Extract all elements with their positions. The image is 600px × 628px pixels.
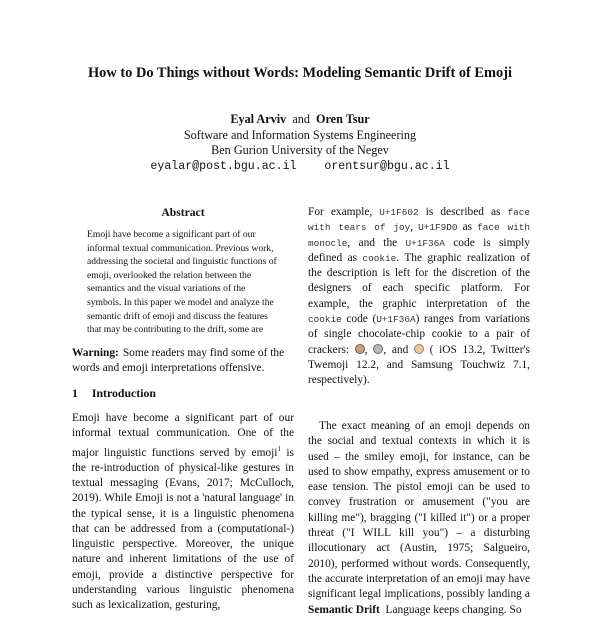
unicode-code: U+1F9D0 — [418, 222, 458, 234]
right-paragraph-2 — [308, 419, 530, 603]
cookie-emoji-twemoji-icon — [373, 344, 383, 354]
intro-paragraph — [72, 411, 294, 625]
text-run: The exact meaning of an emoji depends on the social and textual contexts in which it is used – the smiley emoji, for instance, can be used to show empathy, express amusement or to ease tension. The pistol emoji can be used to convey frustration or amusement ("you are killing me"), bragging ("I killed it") or a proper threat ("I WILL kill you") – a disturbing illocutionary act (Austin, 1975; Salgueiro, 2010), performed without words. Consequently, the accurate interpretation of an emoji may have significant legal implications, possibly landing a — [308, 420, 530, 601]
intro-text-a: Emoji have become a significant part of our informal textual communication. One of the major linguistic functions served by emoji — [72, 412, 294, 459]
abstract-body: Emoji have become a significant part of our informal textual communication. Previous work, addressing the societal and linguistic functions of emoji, overlooked the relation between the semantics and the visual variations of the symbols. In this paper we model and analyze the semantic drift of emoji and discuss the features that may be contributing to the drift, some are — [87, 229, 277, 336]
email-1[interactable]: eyalar@post.bgu.ac.il — [150, 159, 297, 173]
author-name-2: Oren Tsur — [316, 112, 370, 126]
text-run: code is simply defined as — [308, 236, 530, 264]
emoji-description: cookie — [308, 314, 342, 326]
text-run: For example, — [308, 206, 380, 218]
text-run: Language keeps changing. So — [385, 604, 522, 616]
email-2[interactable]: orentsur@bgu.ac.il — [324, 159, 450, 173]
text-run: ( iOS 13.2, Twitter's Twemoji 12.2, and Samsung Touchwiz 7.1, respectively). — [308, 343, 530, 387]
author-block — [0, 112, 600, 174]
warning-text: Some readers may find some of the words and emoji interpretations offensive. — [72, 347, 285, 374]
section-number: 1 — [72, 386, 78, 400]
author-and: and — [292, 112, 310, 126]
right-paragraph-3 — [308, 603, 530, 617]
text-run: , — [410, 221, 419, 234]
author-name-1: Eyal Arviv — [230, 112, 287, 126]
unicode-code: U+1F36A — [376, 314, 416, 326]
text-run: , and — [383, 343, 414, 356]
right-column — [308, 205, 530, 628]
text-run: . The graphic realization of the description is left for the discretion of the designers of each specific platform. For example, the graphic interpretation of the — [308, 251, 530, 310]
text-run: , and the — [347, 236, 406, 249]
warning-note — [72, 346, 294, 376]
right-paragraph-1 — [308, 205, 530, 419]
author-emails — [0, 159, 600, 175]
unicode-code: U+1F602 — [379, 207, 419, 218]
emoji-description: face with tears of joy — [308, 207, 530, 234]
affiliation-line-2: Ben Gurion University of the Negev — [211, 143, 389, 157]
text-run: code ( — [341, 313, 377, 326]
section-title: Introduction — [91, 386, 156, 400]
paragraph-heading: Semantic Drift — [308, 604, 380, 616]
cookie-emoji-samsung-icon — [414, 344, 424, 354]
author-names — [0, 112, 600, 128]
abstract-heading: Abstract — [161, 206, 205, 219]
left-column — [72, 205, 294, 625]
text-run: , — [364, 343, 374, 356]
text-run: as — [457, 221, 478, 234]
warning-label: Warning: — [72, 347, 119, 359]
cookie-emoji-ios-icon — [355, 344, 365, 354]
unicode-code: U+1F36A — [405, 237, 445, 249]
paper-title: How to Do Things without Words: Modeling Semantic Drift of Emoji — [87, 65, 512, 81]
text-run: ) ranges from variations of single chocolate-chip cookie to a pair of crackers: — [308, 313, 530, 356]
emoji-description: cookie — [362, 252, 397, 264]
footnote-marker[interactable]: 1 — [277, 444, 281, 453]
emoji-description: face with monocle — [308, 222, 530, 249]
affiliation-line-1: Software and Information Systems Engineering — [183, 127, 417, 142]
intro-text-b: is the re-introduction of physical-like gestures in textual messaging (Evans, 2017; McCulloch, 2019). While Emoji is not a 'natural language' in the typical sense, it is a linguistic phenomena that can be addressed from a (computational-) linguistic perspective. Moreover, the unique nature and inherent limitations of the use of emoji, provide a distinctive perspective for understanding various linguistic phenomena such as lexicalization, gesturing, — [72, 446, 294, 612]
text-run: is described as — [418, 206, 508, 218]
section-heading-introduction — [72, 386, 294, 401]
